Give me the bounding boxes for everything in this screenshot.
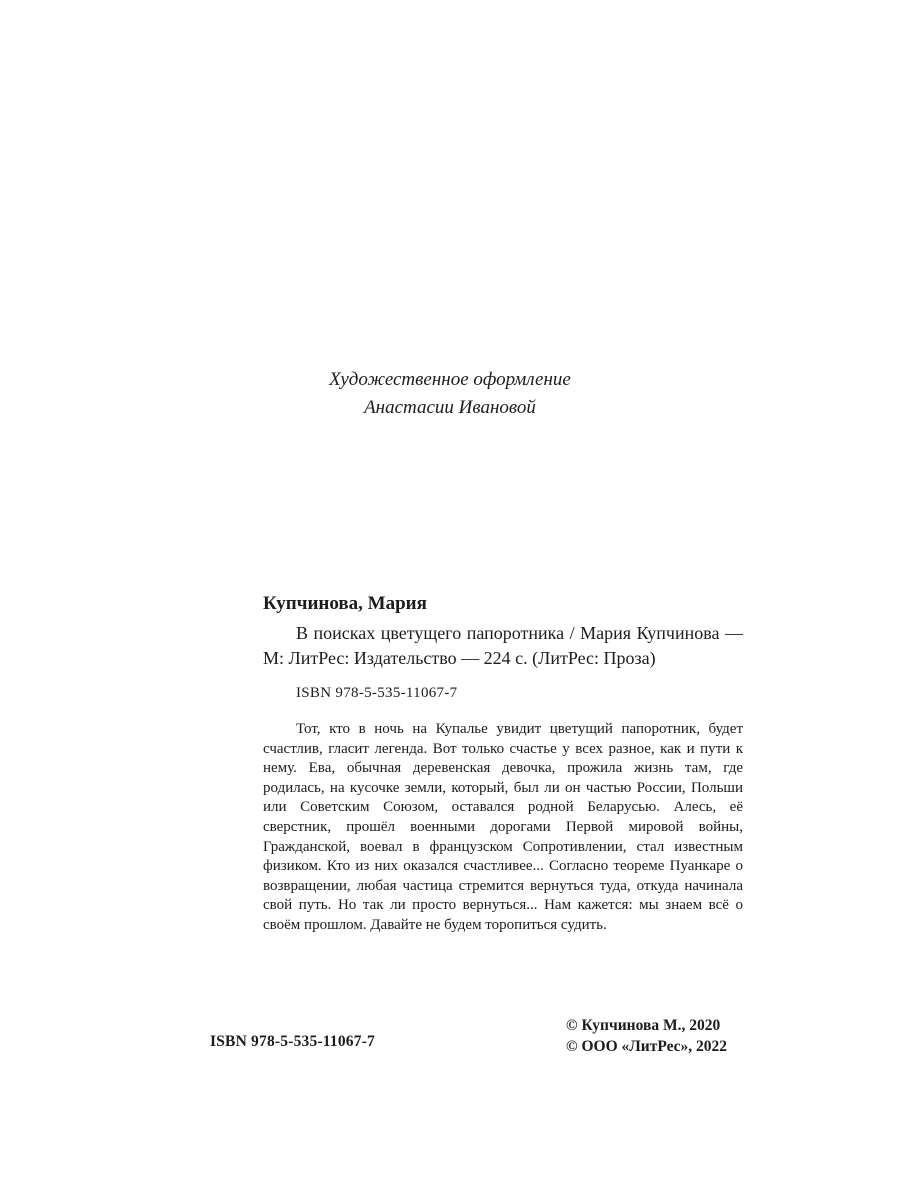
catalog-record	[263, 591, 743, 936]
copyright-block	[566, 1015, 727, 1057]
credit-line-2: Анастасии Ивановой	[364, 397, 536, 418]
catalog-description: В поисках цветущего папоротника / Мария Купчинова — М: ЛитРес: Издательство — 224 с. (ЛитРес: Проза)	[263, 623, 743, 668]
catalog-annotation: Тот, кто в ночь на Купалье увидит цветущий папоротник, будет счастлив, гласит легенда. Вот только счастье у всех разное, как и пути к нему. Ева, обычная деревенская девочка, прожила жизнь там, где родилась, на кусочке земли, который, был ли он частью России, Польши или Советским Союзом, оставался родной Беларусью. Алесь, её сверстник, прошёл военными дорогами Первой мировой войны, Гражданской, воевал в французском Сопротивлении, стал известным физиком. Кто из них оказался счастливее... Согласно теореме Пуанкаре о возвращении, любая частица стремится вернуться туда, откуда начинала свой путь. Но так ли просто вернуться... Нам кажется: мы знаем всё о своём прошлом. Давайте не будем торопиться судить.	[263, 721, 743, 933]
credit-line-1: Художественное оформление	[329, 369, 571, 390]
copyright-author: © Купчинова М., 2020	[566, 1017, 721, 1034]
copyright-publisher: © ООО «ЛитРес», 2022	[566, 1038, 728, 1055]
catalog-isbn: ISBN 978-5-535-11067-7	[296, 685, 458, 701]
footer-isbn: ISBN 978-5-535-11067-7	[210, 1033, 376, 1050]
design-credit	[0, 366, 900, 422]
catalog-author: Купчинова, Мария	[263, 593, 427, 614]
